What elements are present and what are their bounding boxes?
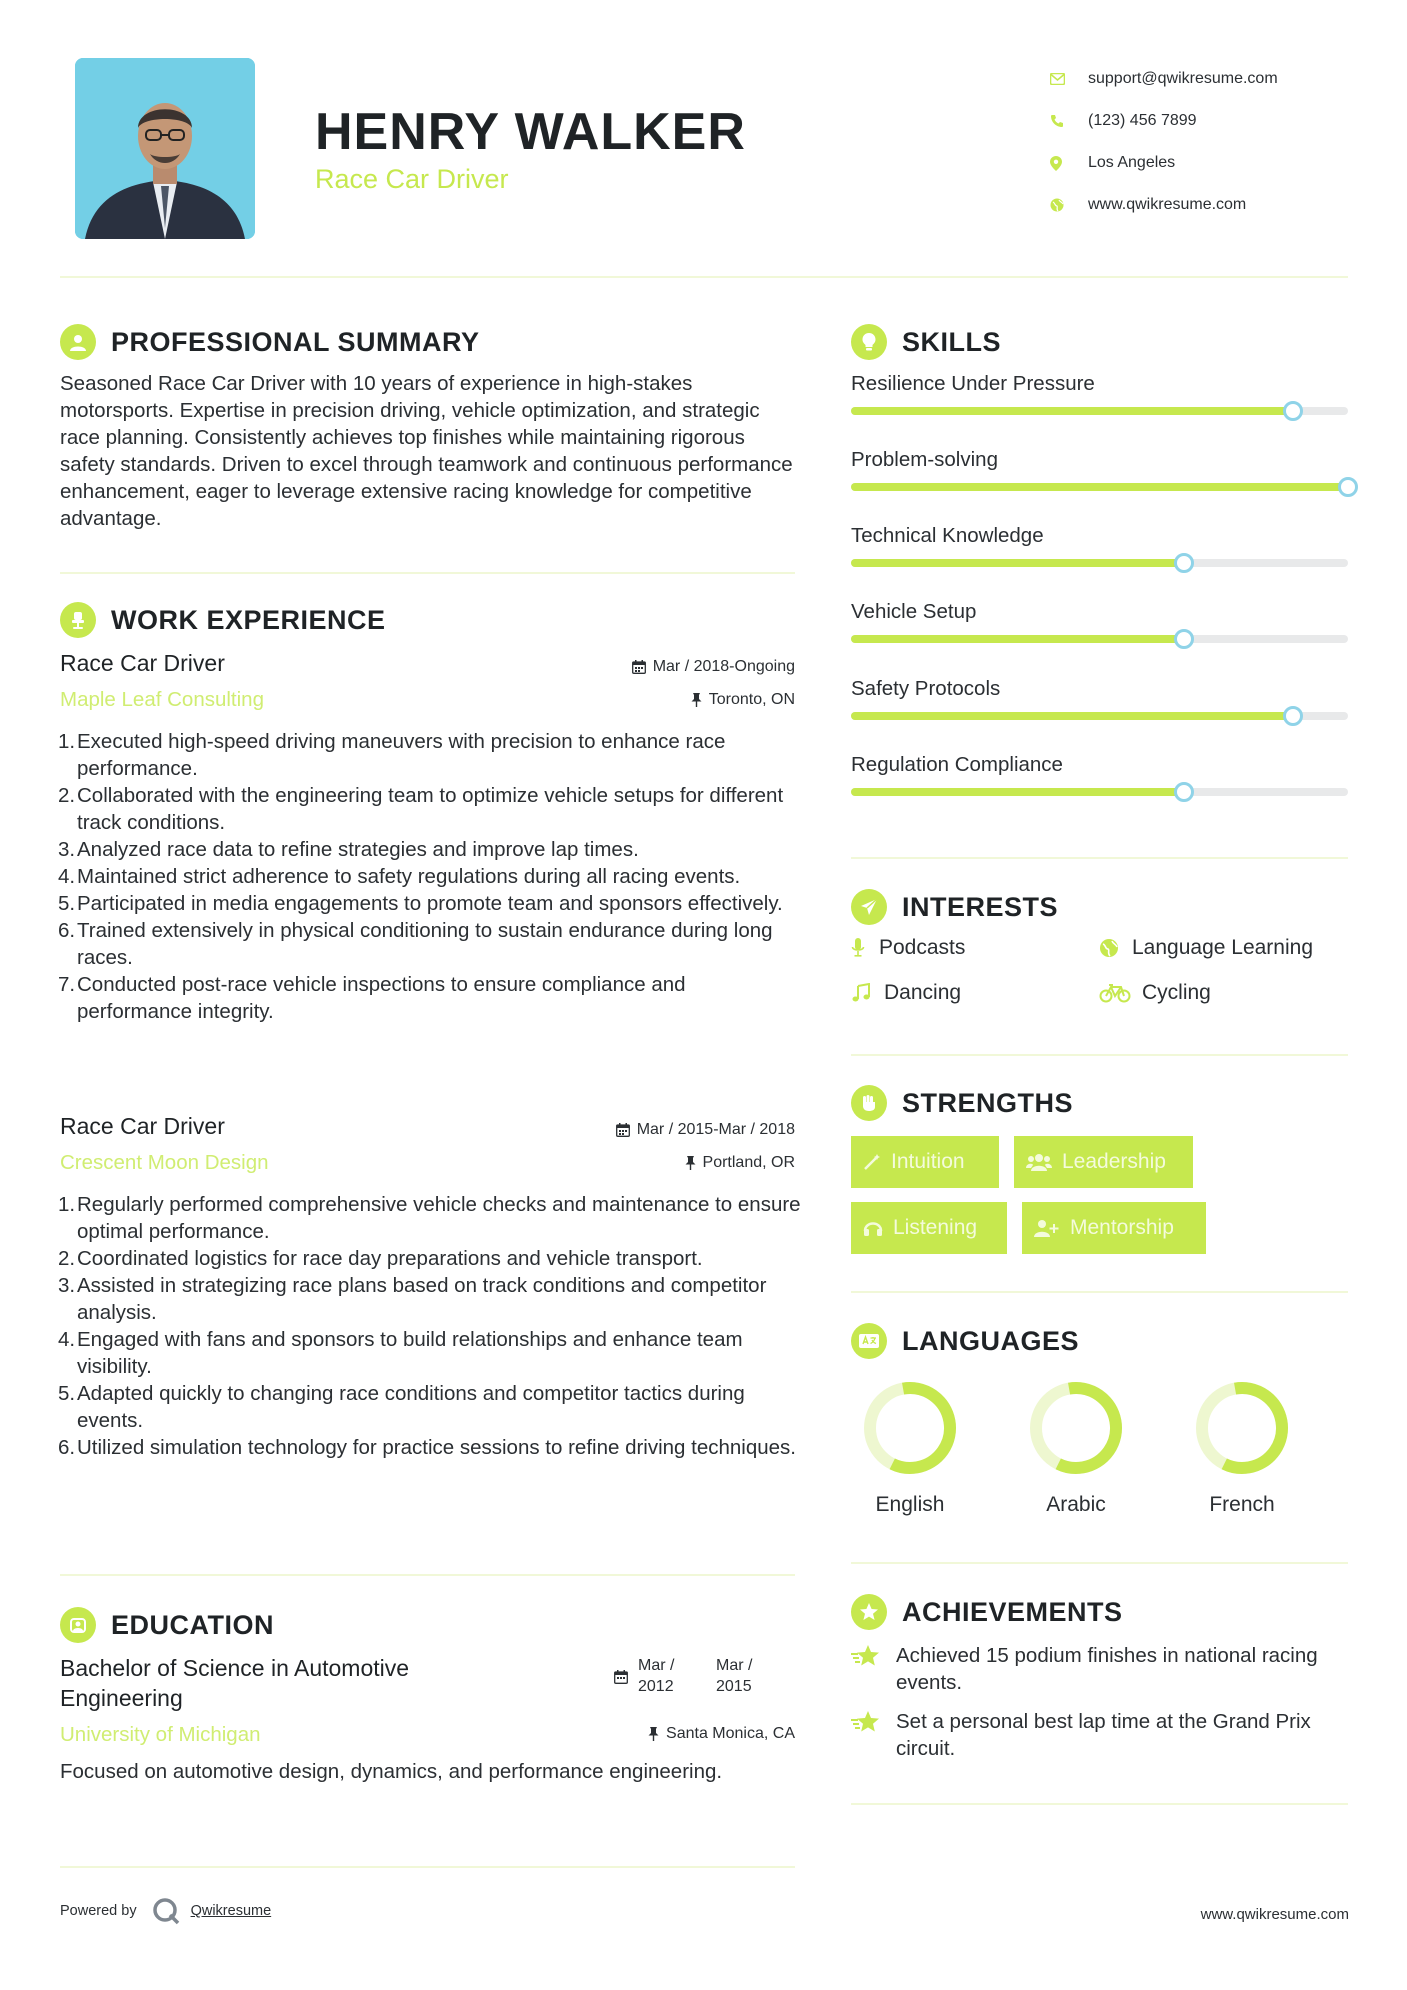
summary-text: Seasoned Race Car Driver with 10 years of experience in high-stakes motorsports. Expertise in precision driving, vehicle optimization, and strategic race planning. Consistently achieves top finishes while maintaining rigorous safety standards. Driven to excel through teamwork and continuous performance enhancement, eager to leverage extensive racing knowledge for competitive advantage. [60,372,793,530]
education-heading: EDUCATION [60,1607,274,1643]
envelope-icon [1050,73,1088,85]
headphones-icon [863,1219,883,1237]
strength-chip: Leadership [1014,1136,1193,1188]
skills-heading: SKILLS [851,324,1001,360]
list-item: 2.Collaborated with the engineering team to optimize vehicle setups for different track conditions. [58,784,784,834]
section-divider [851,857,1348,859]
language-item: Arabic [1006,1378,1146,1517]
language-proficiency-ring [860,1378,960,1478]
education-location: Santa Monica, CA [480,1725,795,1743]
language-proficiency-ring [1026,1378,1126,1478]
list-item: 3.Assisted in strategizing race plans based on track conditions and competitor analysis. [58,1274,767,1324]
list-item: 6.Utilized simulation technology for practice sessions to refine driving techniques. [58,1436,797,1459]
section-divider [851,1803,1348,1805]
globe-icon [1099,938,1132,958]
section-divider [851,1291,1348,1293]
job-location: Toronto, ON [480,691,795,709]
paper-plane-icon [851,889,887,925]
interests-heading: INTERESTS [851,889,1058,925]
phone-icon [1050,114,1088,128]
star-icon [851,1708,896,1762]
job-company: Crescent Moon Design [60,1151,269,1174]
section-divider [60,1866,795,1868]
skill-fill [851,635,1184,643]
skill-fill [851,712,1293,720]
users-icon [1026,1153,1052,1171]
languages-heading: LANGUAGES [851,1323,1079,1359]
globe-icon [1050,198,1088,212]
calendar-icon [616,1123,630,1137]
skill-knob [1283,706,1303,726]
music-note-icon [851,983,884,1003]
microphone-icon [851,938,879,958]
contact-email[interactable]: support@qwikresume.com [1050,58,1350,100]
magic-wand-icon [863,1153,881,1171]
job-location: Portland, OR [480,1154,795,1172]
school-name: University of Michigan [60,1723,261,1746]
strength-chip: Listening [851,1202,1007,1254]
job-dates: Mar / 2015-Mar / 2018 [480,1121,795,1139]
calendar-icon [614,1670,628,1689]
job-responsibilities [58,1191,803,1461]
skill-fill [851,483,1348,491]
education-description: Focused on automotive design, dynamics, and performance engineering. [60,1760,723,1783]
candidate-title: Race Car Driver [315,164,509,194]
graduate-icon [60,1607,96,1643]
section-divider [60,1574,795,1576]
map-pin-icon [1050,156,1088,171]
user-plus-icon [1034,1219,1060,1237]
achievement-item: Set a personal best lap time at the Grand Prix circuit. [851,1708,1351,1762]
job-responsibilities [58,728,803,1025]
achievement-item: Achieved 15 podium finishes in national racing events. [851,1642,1351,1696]
office-chair-icon [60,602,96,638]
skill-fill [851,559,1184,567]
list-item: 1.Executed high-speed driving maneuvers with precision to enhance race performance. [58,730,726,780]
bicycle-icon [1099,983,1142,1003]
list-item: 1.Regularly performed comprehensive vehicle checks and maintenance to ensure optimal performance. [58,1193,801,1243]
contact-list [1050,58,1350,226]
interest-item: Language Learning [1099,936,1313,960]
profile-photo [75,58,255,239]
skill-track [851,712,1348,720]
skill-knob [1174,629,1194,649]
skill-track [851,788,1348,796]
work-heading: WORK EXPERIENCE [60,602,386,638]
list-item: 5.Participated in media engagements to promote team and sponsors effectively. [58,892,783,915]
interest-item: Dancing [851,981,961,1005]
skill-knob [1174,553,1194,573]
language-item: English [840,1378,980,1517]
summary-heading: PROFESSIONAL SUMMARY [60,324,480,360]
language-proficiency-ring [1192,1378,1292,1478]
footer-powered-by: Powered by Qwikresume [60,1896,271,1926]
interest-item: Cycling [1099,981,1211,1005]
section-divider [60,572,795,574]
section-divider [851,1054,1348,1056]
education-start-date: Mar / 2012 [638,1657,675,1695]
language-item: French [1172,1378,1312,1517]
skill-track [851,407,1348,415]
skill-item: Resilience Under Pressure [851,372,1348,448]
strength-chip: Mentorship [1022,1202,1206,1254]
star-badge-icon [851,1594,887,1630]
skill-fill [851,788,1184,796]
skill-knob [1283,401,1303,421]
job-dates: Mar / 2018-Ongoing [480,658,795,676]
list-item: 4.Maintained strict adherence to safety regulations during all racing events. [58,865,741,888]
strengths-heading: STRENGTHS [851,1085,1073,1121]
list-item: 6.Trained extensively in physical conditioning to sustain endurance during long races. [58,919,773,969]
job-title: Race Car Driver [60,1113,225,1139]
list-item: 3.Analyzed race data to refine strategies and improve lap times. [58,838,639,861]
job-company: Maple Leaf Consulting [60,688,264,711]
skill-track [851,559,1348,567]
pushpin-icon [691,693,702,707]
achievements-heading: ACHIEVEMENTS [851,1594,1123,1630]
list-item: 4.Engaged with fans and sponsors to build relationships and enhance team visibility. [58,1328,743,1378]
list-item: 2.Coordinated logistics for race day preparations and vehicle transport. [58,1247,703,1270]
qwikresume-logo-icon [151,1896,181,1926]
candidate-name: HENRY WALKER [315,103,746,161]
footer-url[interactable]: www.qwikresume.com [1200,1906,1349,1923]
skill-knob [1338,477,1358,497]
job-title: Race Car Driver [60,650,225,676]
contact-phone[interactable]: (123) 456 7899 [1050,100,1350,142]
degree-title: Bachelor of Science in Automotive Engineering [60,1655,410,1711]
skill-item: Technical Knowledge [851,524,1348,600]
contact-website[interactable]: www.qwikresume.com [1050,184,1350,226]
header-divider [60,276,1348,278]
pushpin-icon [685,1156,696,1170]
calendar-icon [632,660,646,674]
skill-track [851,635,1348,643]
skill-item: Problem-solving [851,448,1348,524]
skill-fill [851,407,1293,415]
skill-item: Safety Protocols [851,677,1348,753]
skill-item: Vehicle Setup [851,600,1348,676]
education-end-date: Mar / 2015 [716,1657,753,1695]
skill-item: Regulation Compliance [851,753,1348,829]
fist-icon [851,1085,887,1121]
list-item: 7.Conducted post-race vehicle inspections to ensure compliance and performance integrity. [58,973,686,1023]
skill-knob [1174,782,1194,802]
star-icon [851,1642,896,1696]
translate-icon [851,1323,887,1359]
skill-track [851,483,1348,491]
lightbulb-icon [851,324,887,360]
list-item: 5.Adapted quickly to changing race conditions and competitor tactics during events. [58,1382,745,1432]
section-divider [851,1562,1348,1564]
qwikresume-link[interactable]: Qwikresume [190,1903,272,1919]
strength-chip: Intuition [851,1136,999,1188]
contact-location: Los Angeles [1050,142,1350,184]
pushpin-icon [648,1727,659,1741]
user-icon [60,324,96,360]
interest-item: Podcasts [851,936,965,960]
